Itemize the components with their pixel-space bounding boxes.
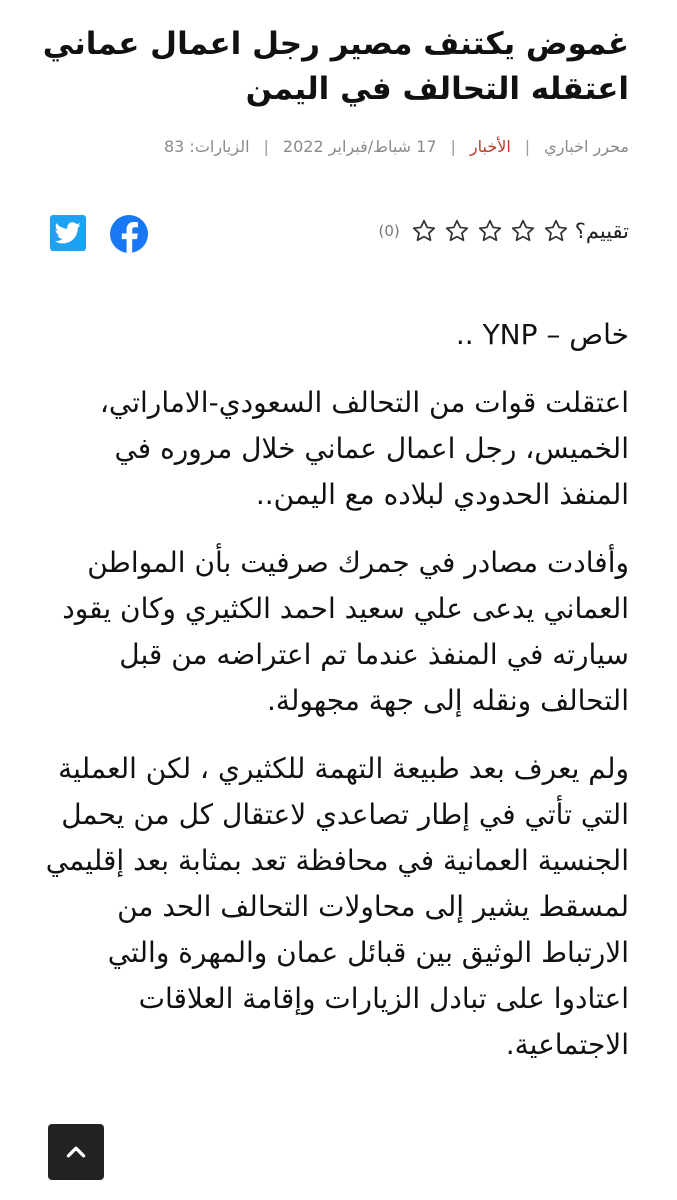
meta-separator: | <box>450 137 456 156</box>
rating-stars <box>404 218 569 244</box>
article-meta <box>39 137 629 156</box>
rating-label: تقييم؟ <box>574 219 629 243</box>
article-paragraph: وأفادت مصادر في جمرك صرفيت بأن المواطن العماني يدعى علي سعيد احمد الكثيري وكان يقود سيارته في المنفذ عندما تم اعتراضه من قبل التحالف ونقله إلى جهة مجهولة. <box>62 546 629 717</box>
star-icon[interactable] <box>477 218 503 244</box>
rating-widget <box>378 218 629 244</box>
article-body <box>45 312 629 1090</box>
chevron-up-icon <box>63 1139 89 1165</box>
star-icon[interactable] <box>444 218 470 244</box>
scroll-to-top-button[interactable] <box>48 1124 104 1180</box>
star-icon[interactable] <box>510 218 536 244</box>
rating-count: (0) <box>378 222 400 240</box>
meta-separator: | <box>524 137 531 156</box>
article-paragraph: خاص – YNP .. <box>455 318 629 351</box>
article-paragraph: اعتقلت قوات من التحالف السعودي-الاماراتي، الخميس، رجل اعمال عماني خلال مروره في المنفذ الحدودي لبلاده مع اليمن.. <box>99 386 629 511</box>
visit-count: الزيارات: 83 <box>163 137 250 156</box>
share-buttons <box>50 215 148 253</box>
category-link[interactable]: الأخبار <box>469 137 511 156</box>
star-icon[interactable] <box>543 218 569 244</box>
twitter-icon <box>55 222 81 244</box>
twitter-share-button[interactable] <box>50 215 86 251</box>
author-name[interactable]: محرر اخباري <box>544 137 629 156</box>
star-icon[interactable] <box>411 218 437 244</box>
meta-separator: | <box>263 137 269 156</box>
facebook-icon <box>119 221 139 253</box>
facebook-share-button[interactable] <box>110 215 148 253</box>
article-paragraph: ولم يعرف بعد طبيعة التهمة للكثيري ، لكن العملية التي تأتي في إطار تصاعدي لاعتقال كل من يحمل الجنسية العمانية في محافظة تعد بمثابة بعد إقليمي لمسقط يشير إلى محاولات التحالف الحد من الارتباط الوثيق بين قبائل عمان والمهرة والتي اعتادوا على تبادل الزيارات وإقامة العلاقات الاجتماعية. <box>45 752 629 1061</box>
publish-date: 17 شباط/فبراير 2022 <box>282 137 437 156</box>
article-title: غموض يكتنف مصير رجل اعمال عماني اعتقله التحالف في اليمن <box>42 26 629 107</box>
